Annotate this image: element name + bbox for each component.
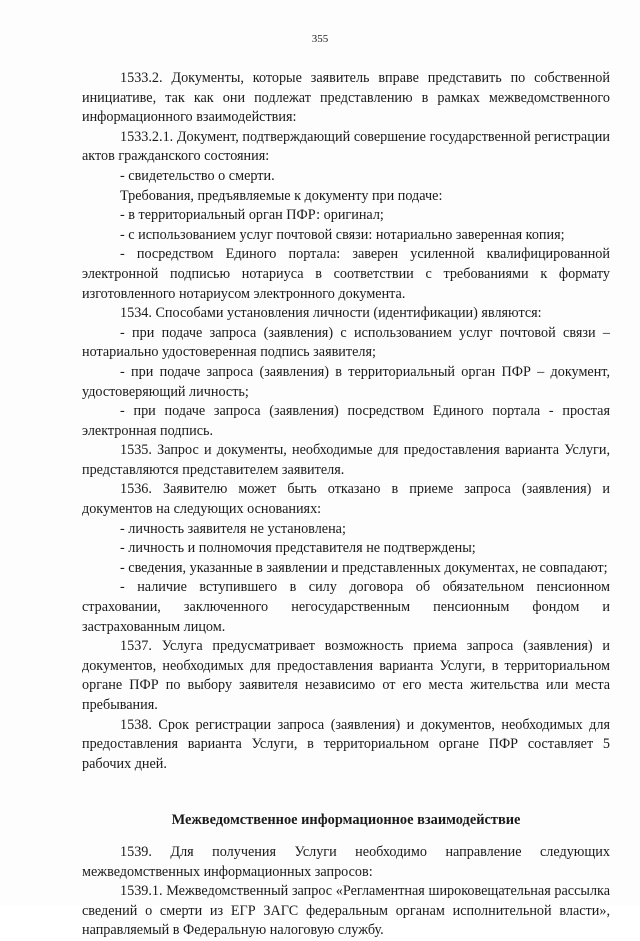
section-heading: Межведомственное информационное взаимодействие — [171, 812, 521, 829]
paragraph-1535: 1535. Запрос и документы, необходимые для предоставления варианта Услуги, представляются представителем заявителя. — [82, 442, 610, 478]
list-item-portal-identification: - при подаче запроса (заявления) посредством Единого портала - простая электронная подпись. — [82, 403, 610, 439]
paragraph-1533-2-1: 1533.2.1. Документ, подтверждающий совершение государственной регистрации актов гражданского состояния: — [82, 128, 610, 165]
paragraph-1538: 1538. Срок регистрации запроса (заявления) и документов, необходимых для предоставления варианта Услуги, в территориальном органе ПФР составляет 5 рабочих дней. — [82, 716, 610, 772]
list-item-pension-contract: - наличие вступившего в силу договора об обязательном пенсионном страховании, заключенного негосударственным пенсионным фондом и застрахованным лицом. — [82, 579, 610, 635]
page-number: 355 — [311, 33, 329, 45]
list-item-postal-identification: - при подаче запроса (заявления) с использованием услуг почтовой связи – нотариально удостоверенная подпись заявителя; — [82, 324, 610, 361]
paragraph-1537: 1537. Услуга предусматривает возможность приема запроса (заявления) и документов, необходимых для предоставления варианта Услуги, в территориальном органе ПФР по выбору заявителя независимо от его места жительства или места пребывания. — [82, 638, 610, 713]
paragraph-1533-2: 1533.2. Документы, которые заявитель вправе представить по собственной инициативе, так как они подлежат представлению в рамках межведомственного информационного взаимодействия: — [82, 70, 610, 126]
list-item-pfr-identification: - при подаче запроса (заявления) в территориальный орган ПФР – документ, удостоверяющий личность; — [82, 363, 610, 400]
paragraph-1534: 1534. Способами установления личности (идентификации) являются: — [120, 305, 542, 322]
paragraph-1539-1: 1539.1. Межведомственный запрос «Регламентная широковещательная рассылка сведений о смерти из ЕГР ЗАГС федеральным органам исполнительной власти», направляемый в Федеральную налоговую службу. — [82, 883, 610, 939]
list-item-identity-not-established: - личность заявителя не установлена; — [120, 520, 346, 537]
paragraph-requirements: Требования, предъявляемые к документу при подаче: — [120, 187, 443, 204]
list-item-data-mismatch: - сведения, указанные в заявлении и представленных документах, не совпадают; — [120, 559, 608, 576]
list-item-death-certificate: - свидетельство о смерти. — [120, 167, 275, 184]
document-body — [82, 69, 610, 941]
list-item-postal-copy: - с использованием услуг почтовой связи: нотариально заверенная копия; — [120, 226, 565, 243]
paragraph-1539: 1539. Для получения Услуги необходимо направление следующих межведомственных информационных запросов: — [82, 843, 610, 880]
list-item-representative-not-confirmed: - личность и полномочия представителя не подтверждены; — [120, 540, 476, 557]
paragraph-1536: 1536. Заявителю может быть отказано в приеме запроса (заявления) и документов на следующих основаниях: — [82, 481, 610, 518]
list-item-pfr-original: - в территориальный орган ПФР: оригинал; — [120, 207, 384, 224]
list-item-portal-signature: - посредством Единого портала: заверен усиленной квалифицированной электронной подписью нотариуса в соответствии с требованиями к формату изготовленного нотариусом электронного документа. — [82, 246, 610, 302]
